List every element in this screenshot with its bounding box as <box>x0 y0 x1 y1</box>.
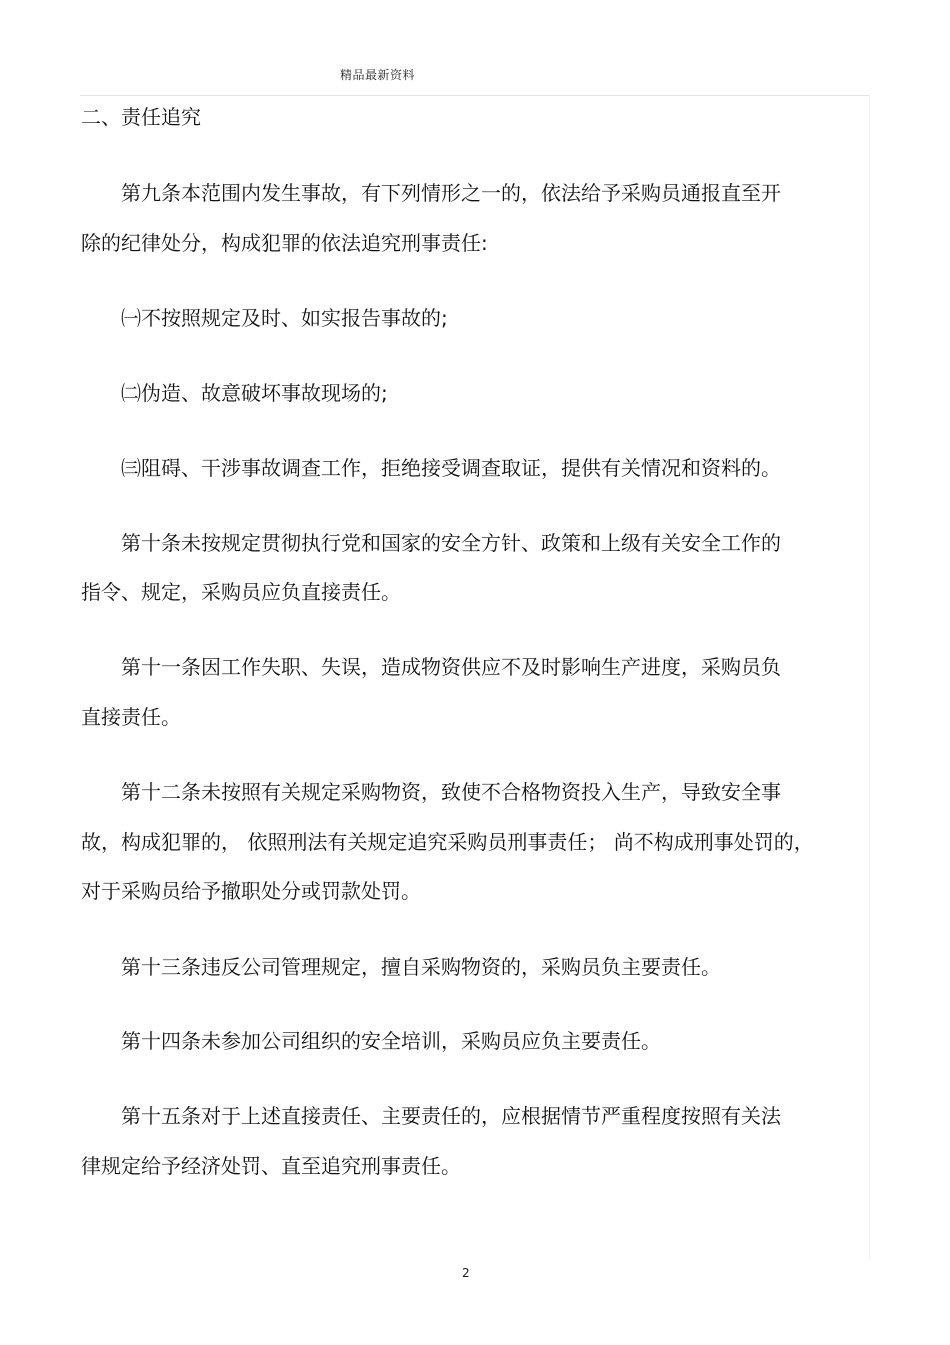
page-frame-right <box>869 95 870 1260</box>
article-9-item-3: ㈢阻碍、干涉事故调查工作，拒绝接受调查取证，提供有关情况和资料的。 <box>121 456 781 480</box>
article-9-item-2: ㈡伪造、故意破坏事故现场的; <box>121 381 388 405</box>
article-9-item-1: ㈠不按照规定及时、如实报告事故的; <box>121 306 448 330</box>
article-9-line-1: 第九条本范围内发生事故，有下列情形之一的，依法给予采购员通报直至开 <box>121 181 781 205</box>
article-12-line-2: 故，构成犯罪的， 依照刑法有关规定追究采购员刑事责任； 尚不构成刑事处罚的， <box>81 830 814 854</box>
article-12-line-1: 第十二条未按照有关规定采购物资，致使不合格物资投入生产，导致安全事 <box>121 780 781 804</box>
article-12-line-3: 对于采购员给予撤职处分或罚款处罚。 <box>81 879 421 903</box>
article-9-line-2: 除的纪律处分，构成犯罪的依法追究刑事责任: <box>81 231 488 255</box>
article-15-line-2: 律规定给予经济处罚、直至追究刑事责任。 <box>81 1154 461 1178</box>
page-header: 精品最新资料 <box>340 68 416 82</box>
article-10-line-2: 指令、规定，采购员应负直接责任。 <box>81 580 401 604</box>
article-10-line-1: 第十条未按规定贯彻执行党和国家的安全方针、政策和上级有关安全工作的 <box>121 531 781 555</box>
article-14-line-1: 第十四条未参加公司组织的安全培训，采购员应负主要责任。 <box>121 1029 661 1053</box>
article-15-line-1: 第十五条对于上述直接责任、主要责任的，应根据情节严重程度按照有关法 <box>121 1104 781 1128</box>
page-number: 2 <box>462 1266 470 1280</box>
article-11-line-2: 直接责任。 <box>81 705 181 729</box>
article-13-line-1: 第十三条违反公司管理规定，擅自采购物资的，采购员负主要责任。 <box>121 955 721 979</box>
page-frame-top <box>80 95 870 96</box>
section-heading: 二、责任追究 <box>81 105 201 129</box>
article-11-line-1: 第十一条因工作失职、失误，造成物资供应不及时影响生产进度，采购员负 <box>121 655 781 679</box>
